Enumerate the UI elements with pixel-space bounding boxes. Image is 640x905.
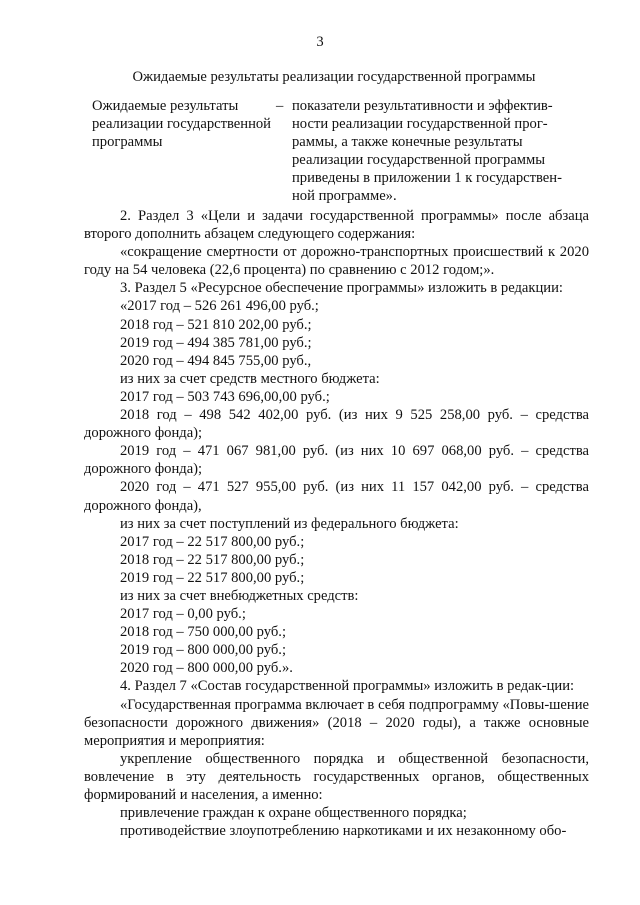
paragraph: 2020 год – 471 527 955,00 руб. (из них 11 157 042,00 руб. – средства дорожного фонда), <box>84 479 589 514</box>
paragraph: 2017 год – 503 743 696,00,00 руб.; <box>120 388 330 405</box>
table-right-line: ности реализации государственной прог- <box>292 116 548 133</box>
paragraph: укрепление общественного порядка и общественной безопасности, вовлечение в эту деятельность государственных органов, общественных формирований и населения, а именно: <box>84 750 589 803</box>
paragraph: из них за счет средств местного бюджета: <box>120 370 380 387</box>
paragraph: 2019 год – 494 385 781,00 руб.; <box>120 334 312 351</box>
paragraph: из них за счет внебюджетных средств: <box>120 587 359 604</box>
table-dash: – <box>276 98 284 114</box>
paragraph: «Государственная программа включает в себя подпрограмму «Повы-шение безопасности дорожного движения» (2018 – 2020 годы), а также основные мероприятия и мероприятия: <box>84 696 589 749</box>
paragraph: 2020 год – 800 000,00 руб.». <box>120 660 293 677</box>
table-right-line: раммы, а также конечные результаты <box>292 134 523 151</box>
table-right-line: показатели результативности и эффектив- <box>292 98 553 114</box>
paragraph: 2. Раздел 3 «Цели и задачи государственной программы» после абзаца второго дополнить абзацем следующего содержания: <box>84 208 589 243</box>
table-right-cell <box>292 97 592 206</box>
table-left-line: Ожидаемые результаты <box>92 98 239 114</box>
table-right-line: реализации государственной программы <box>292 152 546 169</box>
paragraph: 2019 год – 22 517 800,00 руб.; <box>120 569 305 586</box>
paragraph: из них за счет поступлений из федерального бюджета: <box>120 515 459 532</box>
section-title: Ожидаемые результаты реализации государственной программы <box>132 69 536 85</box>
table-left-line: программы <box>92 134 163 151</box>
document-body <box>84 207 589 840</box>
paragraph: привлечение граждан к охране общественного порядка; <box>120 805 467 822</box>
paragraph: «сокращение смертности от дорожно-транспортных происшествий к 2020 году на 54 человека (22,6 процента) по сравнению с 2012 годом;». <box>84 244 589 279</box>
paragraph: 3. Раздел 5 «Ресурсное обеспечение программы» изложить в редакции: <box>120 280 563 297</box>
paragraph: «2017 год – 526 261 496,00 руб.; <box>120 298 319 315</box>
paragraph: противодействие злоупотреблению наркотиками и их незаконному обо- <box>120 823 567 840</box>
table-right-line: приведены в приложении 1 к государствен- <box>292 170 562 187</box>
paragraph: 2020 год – 494 845 755,00 руб., <box>120 352 312 369</box>
page-number: 3 <box>316 34 324 50</box>
paragraph: 4. Раздел 7 «Состав государственной программы» изложить в редак-ции: <box>120 678 575 695</box>
table-left-cell <box>92 97 292 151</box>
paragraph: 2018 год – 521 810 202,00 руб.; <box>120 316 312 333</box>
paragraph: 2017 год – 22 517 800,00 руб.; <box>120 533 305 550</box>
table-left-line: реализации государственной <box>92 116 271 133</box>
table-right-line: ной программе». <box>292 188 397 205</box>
paragraph: 2018 год – 750 000,00 руб.; <box>120 624 287 641</box>
paragraph: 2018 год – 22 517 800,00 руб.; <box>120 551 305 568</box>
paragraph: 2017 год – 0,00 руб.; <box>120 606 246 623</box>
paragraph: 2019 год – 800 000,00 руб.; <box>120 642 287 659</box>
paragraph: 2018 год – 498 542 402,00 руб. (из них 9 525 258,00 руб. – средства дорожного фонда); <box>84 407 589 442</box>
paragraph: 2019 год – 471 067 981,00 руб. (из них 10 697 068,00 руб. – средства дорожного фонда); <box>84 443 589 478</box>
